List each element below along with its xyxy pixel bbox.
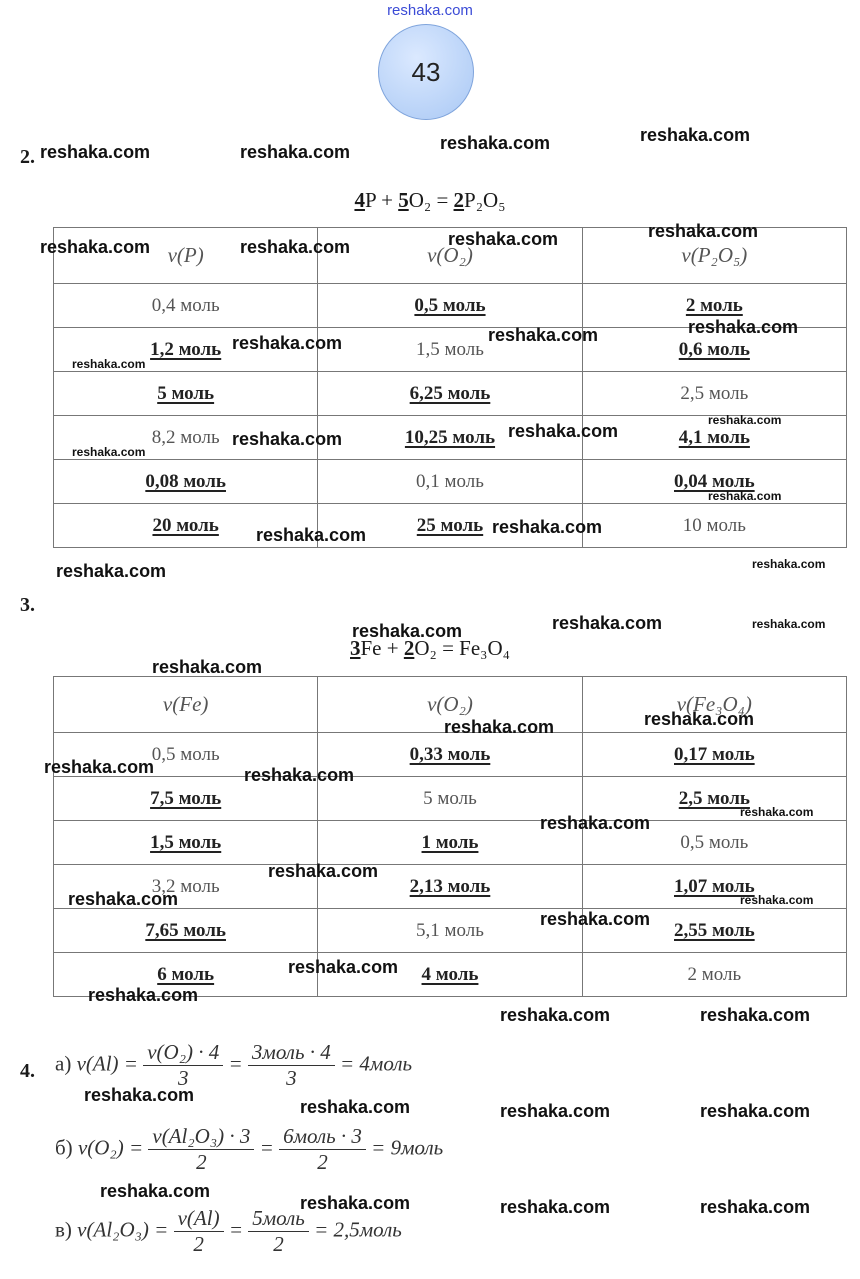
answer-cell: 25 моль xyxy=(318,504,582,548)
table-cell: 0,5 моль xyxy=(582,821,846,865)
watermark: reshaka.com xyxy=(640,125,751,145)
watermark: reshaka.com xyxy=(240,237,351,257)
answer-cell: 2,13 моль xyxy=(318,865,582,909)
answer-cell: 2,5 моль xyxy=(582,777,846,821)
header-cell: ν(O₂) xyxy=(318,228,582,284)
table-cell: 3,2 моль xyxy=(54,865,318,909)
watermark: reshaka.com xyxy=(100,1181,211,1201)
task3-number: 3. xyxy=(20,594,35,616)
table-row xyxy=(54,821,847,865)
answer-cell: 1 моль xyxy=(318,821,582,865)
watermark: reshaka.com xyxy=(232,333,343,353)
header-cell: ν(O₂) xyxy=(318,677,582,733)
table-cell: 8,2 моль xyxy=(54,416,318,460)
formula-c: в) ν(Al₂O₃) = $\frac{\nu(Al)}{2}$ = $\frac{\text{5моль}}{2}$ = 2,5моль xyxy=(55,1206,402,1256)
watermark: reshaka.com xyxy=(448,229,559,249)
watermark: reshaka.com xyxy=(72,357,146,371)
answer-cell: 4 моль xyxy=(318,953,582,997)
watermark: reshaka.com xyxy=(540,909,651,929)
site-header[interactable]: reshaka.com xyxy=(387,2,473,19)
answer-cell: 5 моль xyxy=(54,372,318,416)
watermark: reshaka.com xyxy=(688,317,799,337)
task3-equation: 3Fe + 2O₂ = Fe₃O₄ xyxy=(350,636,510,660)
answer-cell: 4,1 моль xyxy=(582,416,846,460)
task2-equation: 4P + 5O₂ = 2P₂O₅ xyxy=(354,188,506,212)
answer-cell: 1,2 моль xyxy=(54,328,318,372)
table-cell: 1,5 моль xyxy=(318,328,582,372)
watermark: reshaka.com xyxy=(352,621,463,641)
watermark: reshaka.com xyxy=(240,142,351,162)
table-row xyxy=(54,372,847,416)
watermark: reshaka.com xyxy=(72,445,146,459)
watermark: reshaka.com xyxy=(152,657,263,677)
watermark: reshaka.com xyxy=(500,1005,611,1025)
watermark: reshaka.com xyxy=(444,717,555,737)
answer-cell: 1,5 моль xyxy=(54,821,318,865)
table-row xyxy=(54,733,847,777)
watermark: reshaka.com xyxy=(644,709,755,729)
answer-cell: 6,25 моль xyxy=(318,372,582,416)
watermark: reshaka.com xyxy=(740,893,814,907)
watermark: reshaka.com xyxy=(56,561,167,581)
watermark: reshaka.com xyxy=(88,985,199,1005)
header-cell: ν(P) xyxy=(54,228,318,284)
watermark: reshaka.com xyxy=(708,413,782,427)
watermark: reshaka.com xyxy=(500,1101,611,1121)
watermark: reshaka.com xyxy=(440,133,551,153)
watermark: reshaka.com xyxy=(488,325,599,345)
watermark: reshaka.com xyxy=(84,1085,195,1105)
watermark: reshaka.com xyxy=(708,489,782,503)
table-row xyxy=(54,504,847,548)
answer-cell: 0,5 моль xyxy=(318,284,582,328)
answer-cell: 2,55 моль xyxy=(582,909,846,953)
answer-cell: 10,25 моль xyxy=(318,416,582,460)
answer-cell: 0,6 моль xyxy=(582,328,846,372)
watermark: reshaka.com xyxy=(648,221,759,241)
table-cell: 5 моль xyxy=(318,777,582,821)
watermark: reshaka.com xyxy=(232,429,343,449)
answer-cell: 20 моль xyxy=(54,504,318,548)
watermark: reshaka.com xyxy=(300,1097,411,1117)
watermark: reshaka.com xyxy=(288,957,399,977)
watermark: reshaka.com xyxy=(552,613,663,633)
table-row xyxy=(54,909,847,953)
header-cell: ν(Fe₃O₄) xyxy=(582,677,846,733)
watermark: reshaka.com xyxy=(40,237,151,257)
page-number: 43 xyxy=(411,56,441,87)
table-cell: 0,4 моль xyxy=(54,284,318,328)
page-number-badge xyxy=(378,24,474,120)
watermark: reshaka.com xyxy=(40,142,151,162)
table-cell: 2,5 моль xyxy=(582,372,846,416)
answer-cell: 0,17 моль xyxy=(582,733,846,777)
task4-number: 4. xyxy=(20,1060,35,1082)
watermark: reshaka.com xyxy=(492,517,603,537)
formula-b: б) ν(O₂) = $\frac{\text{ν(Al₂O₃) · 3}}{2}$ = $\frac{\text{6моль · 3}}{2}$ = 9моль xyxy=(55,1124,444,1174)
answer-cell: 1,07 моль xyxy=(582,865,846,909)
answer-cell: 0,08 моль xyxy=(54,460,318,504)
watermark: reshaka.com xyxy=(44,757,155,777)
watermark: reshaka.com xyxy=(700,1101,811,1121)
watermark: reshaka.com xyxy=(500,1197,611,1217)
watermark: reshaka.com xyxy=(268,861,379,881)
answer-cell: 0,33 моль xyxy=(318,733,582,777)
table-cell: 0,1 моль xyxy=(318,460,582,504)
watermark: reshaka.com xyxy=(256,525,367,545)
answer-cell: 7,65 моль xyxy=(54,909,318,953)
task2-number: 2. xyxy=(20,146,35,168)
watermark: reshaka.com xyxy=(700,1005,811,1025)
formula-a: а) ν(Al) = $\frac{\text{ν(O₂) · 4}}{3}$ = $\frac{\text{3моль · 4}}{3}$ = 4моль xyxy=(55,1040,413,1090)
watermark: reshaka.com xyxy=(300,1193,411,1213)
watermark: reshaka.com xyxy=(740,805,814,819)
watermark: reshaka.com xyxy=(752,557,826,571)
watermark: reshaka.com xyxy=(700,1197,811,1217)
table-cell: 5,1 моль xyxy=(318,909,582,953)
table-cell: 2 моль xyxy=(582,953,846,997)
table-cell: 0,5 моль xyxy=(54,733,318,777)
watermark: reshaka.com xyxy=(752,617,826,631)
answer-cell: 2 моль xyxy=(582,284,846,328)
table-row xyxy=(54,777,847,821)
watermark: reshaka.com xyxy=(508,421,619,441)
answer-cell: 0,04 моль xyxy=(582,460,846,504)
watermark: reshaka.com xyxy=(540,813,651,833)
watermark: reshaka.com xyxy=(244,765,355,785)
header-cell: ν(Fe) xyxy=(54,677,318,733)
watermark: reshaka.com xyxy=(68,889,179,909)
table-cell: 10 моль xyxy=(582,504,846,548)
answer-cell: 7,5 моль xyxy=(54,777,318,821)
answer-cell: 6 моль xyxy=(54,953,318,997)
header-cell: ν(P₂O₅) xyxy=(582,228,846,284)
